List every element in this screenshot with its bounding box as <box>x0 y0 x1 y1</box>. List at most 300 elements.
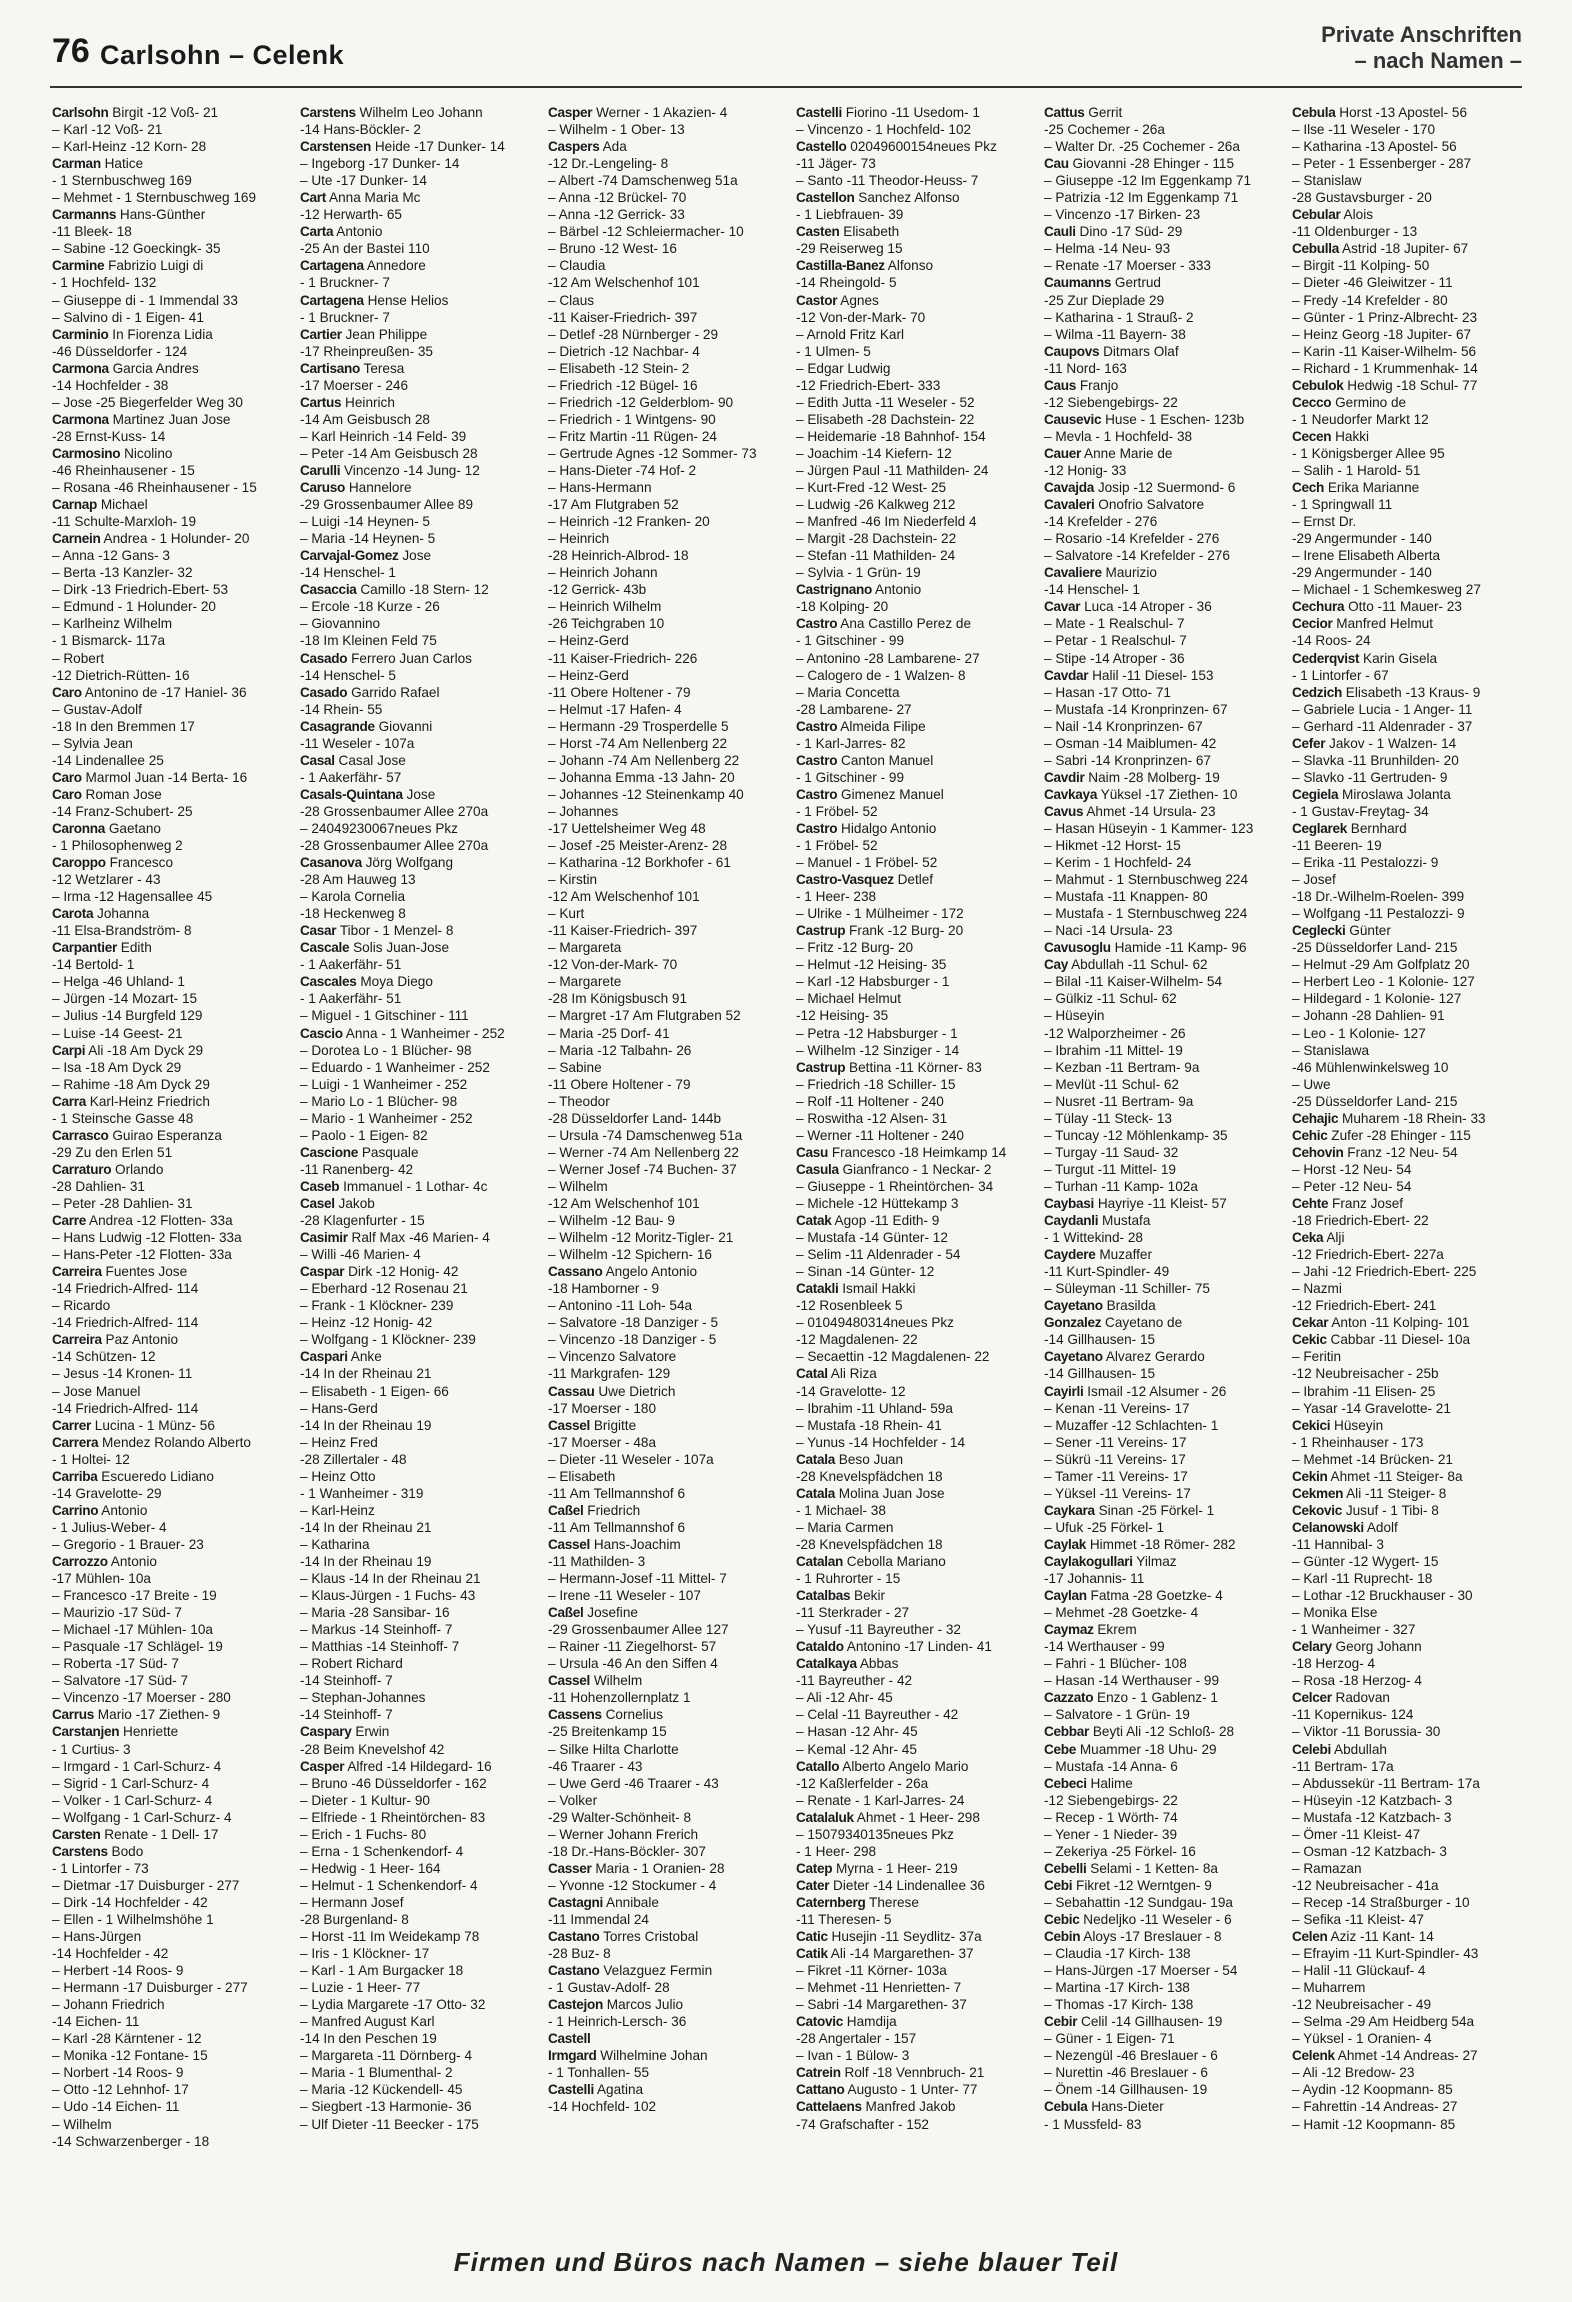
directory-entry: Carstens Wilhelm Leo Johann <box>300 105 483 120</box>
page-range: Carlsohn – Celenk <box>100 40 345 70</box>
directory-entry: – Johannes <box>548 803 619 819</box>
directory-entry: – Rolf -11 Holtener - 240 <box>796 1093 944 1109</box>
directory-entry: – Vincenzo -17 Birken- 23 <box>1044 207 1201 223</box>
directory-entry: Cataldo Antonino -17 Linden- 41 <box>796 1639 992 1655</box>
directory-entry: -14 Steinhoff- 7 <box>300 1707 393 1723</box>
directory-entry: – Ramazan <box>1292 1860 1362 1876</box>
directory-entry: -11 Beeren- 19 <box>1292 838 1382 854</box>
directory-entry: - 1 Gitschiner - 99 <box>796 769 905 785</box>
directory-entry: -12 Am Welschenhof 101 <box>548 275 700 291</box>
directory-entry: -29 Grossenbaumer Allee 127 <box>548 1622 729 1638</box>
directory-entry: – Ufuk -25 Förkel- 1 <box>1044 1519 1165 1535</box>
directory-entry: Cehovin Franz -12 Neu- 54 <box>1292 1144 1458 1160</box>
directory-entry: – Dieter -11 Weseler - 107a <box>548 1451 714 1467</box>
directory-entry: – Patrizia -12 Im Eggenkamp 71 <box>1044 190 1239 206</box>
directory-entry: – Sebahattin -12 Sundgau- 19a <box>1044 1894 1233 1910</box>
directory-entry: – Giuseppe -12 Im Eggenkamp 71 <box>1044 173 1252 189</box>
directory-entry: – Mustafa -18 Rhein- 41 <box>796 1417 942 1433</box>
directory-entry: Casser Maria - 1 Oranien- 28 <box>548 1860 725 1876</box>
directory-entry: – Wilma -11 Bayern- 38 <box>1044 326 1186 342</box>
directory-entry: Catala Beso Juan <box>796 1451 904 1467</box>
directory-entry: Carvajal-Gomez Jose <box>300 548 432 564</box>
directory-entry: – Osman -12 Katzbach- 3 <box>1292 1843 1447 1859</box>
directory-entry: Cayirli Ismail -12 Alsumer - 26 <box>1044 1383 1227 1399</box>
directory-entry: – Herbert Leo - 1 Kolonie- 127 <box>1292 974 1475 990</box>
directory-entry: - 1 Heer- 238 <box>796 889 877 905</box>
directory-entry: – Nusret -11 Bertram- 9a <box>1044 1093 1194 1109</box>
directory-entry: – Erna - 1 Schenkendorf- 4 <box>300 1843 464 1859</box>
directory-entry: - 1 Curtius- 3 <box>52 1741 131 1757</box>
directory-entry: – Rosa -18 Herzog- 4 <box>1292 1673 1422 1689</box>
directory-entry: Carrasco Guirao Esperanza <box>52 1127 222 1143</box>
directory-entry: – Fahrettin -14 Andreas- 27 <box>1292 2099 1458 2115</box>
directory-entry: – Karl -11 Ruprecht- 18 <box>1292 1571 1433 1587</box>
directory-entry: – Ursula -74 Damschenweg 51a <box>548 1127 743 1143</box>
directory-entry: – Mustafa -14 Anna- 6 <box>1044 1758 1178 1774</box>
directory-entry: – Fahri - 1 Blücher- 108 <box>1044 1656 1187 1672</box>
directory-entry: – Michele -12 Hüttekamp 3 <box>796 1196 959 1211</box>
directory-entry: – Hans-Hermann <box>548 480 652 496</box>
directory-entry: – Sylvia - 1 Grün- 19 <box>796 565 921 581</box>
directory-entry: -28 Im Königsbusch 91 <box>548 991 688 1007</box>
column-3 <box>548 104 778 2234</box>
directory-entry: -14 Bertold- 1 <box>52 957 135 973</box>
section-title-line2: – nach Namen – <box>1354 48 1522 73</box>
directory-entry: – Wilhelm -12 Bau- 9 <box>548 1213 675 1229</box>
directory-entry: Caronna Gaetano <box>52 820 161 836</box>
directory-entry: Caßel Josefine <box>548 1605 638 1621</box>
directory-entry: -11 Kaiser-Friedrich- 397 <box>548 923 698 939</box>
directory-entry: – Elisabeth -28 Dachstein- 22 <box>796 411 975 427</box>
directory-entry: – Ursula -46 An den Siffen 4 <box>548 1656 718 1672</box>
directory-entry: – Peter - 1 Essenberger - 287 <box>1292 156 1472 172</box>
directory-entry: -17 Mühlen- 10a <box>52 1571 151 1587</box>
directory-entry: – Johanna Emma -13 Jahn- 20 <box>548 769 735 785</box>
directory-entry: – Yasar -14 Gravelotte- 21 <box>1292 1400 1451 1416</box>
directory-entry: – Jahi -12 Friedrich-Ebert- 225 <box>1292 1264 1477 1280</box>
directory-entry: Casper Alfred -14 Hildegard- 16 <box>300 1758 492 1774</box>
directory-entry: – Hüseyin -12 Katzbach- 3 <box>1292 1792 1453 1808</box>
directory-entry: Cassau Uwe Dietrich <box>548 1383 676 1399</box>
directory-entry: – Robert Richard <box>300 1656 403 1672</box>
directory-entry: Celebi Abdullah <box>1292 1741 1387 1757</box>
directory-entry: Cederqvist Karin Gisela <box>1292 650 1438 666</box>
directory-entry: -14 Gillhausen- 15 <box>1044 1332 1156 1348</box>
directory-entry: -11 Jäger- 73 <box>796 156 876 172</box>
directory-entry: -18 Heckenweg 8 <box>300 906 406 922</box>
directory-entry: – Karl Heinrich -14 Feld- 39 <box>300 428 467 444</box>
directory-entry: Caylak Himmet -18 Römer- 282 <box>1044 1536 1236 1552</box>
directory-entry: – Ali -12 Ahr- 45 <box>796 1690 893 1706</box>
directory-entry: – Rahime -18 Am Dyck 29 <box>52 1076 210 1092</box>
directory-entry: -14 Franz-Schubert- 25 <box>52 803 193 819</box>
directory-entry: Caylakogullari Yilmaz <box>1044 1553 1177 1569</box>
directory-entry: – Karl -12 Voß- 21 <box>52 122 163 138</box>
directory-entry: – Dietmar -17 Duisburger - 277 <box>52 1877 240 1893</box>
directory-entry: – Muharrem <box>1292 1980 1366 1996</box>
section-title <box>1321 22 1522 74</box>
directory-entry: – Irmgard - 1 Carl-Schurz- 4 <box>52 1758 222 1774</box>
directory-entry: -14 Henschel- 1 <box>300 565 396 581</box>
directory-entry: – Giuseppe di - 1 Immendal 33 <box>52 292 238 308</box>
directory-entry: – Karl-Heinz -12 Korn- 28 <box>52 139 207 155</box>
directory-entry: Cassano Angelo Antonio <box>548 1264 698 1280</box>
directory-entry: -46 Traarer - 43 <box>548 1758 643 1774</box>
directory-entry: Cecior Manfred Helmut <box>1292 616 1433 632</box>
directory-entry: – Anna -12 Gerrick- 33 <box>548 207 685 223</box>
directory-entry: Caro Roman Jose <box>52 786 162 802</box>
directory-entry: – Kirstin <box>548 872 598 888</box>
directory-entry: -12 Heising- 35 <box>796 1008 889 1024</box>
column-4 <box>796 104 1026 2234</box>
directory-entry: – Luzie - 1 Heer- 77 <box>300 1980 421 1996</box>
directory-entry: Cavaliere Maurizio <box>1044 565 1157 581</box>
directory-entry: Carmanns Hans-Günther <box>52 207 206 223</box>
directory-entry: – Erika -11 Pestalozzi- 9 <box>1292 855 1439 871</box>
directory-entry: – Hans-Gerd <box>300 1400 378 1416</box>
directory-entry: Carsten Renate - 1 Dell- 17 <box>52 1826 219 1842</box>
directory-entry: – Werner -11 Holtener - 240 <box>796 1127 964 1143</box>
directory-entry: Cavajda Josip -12 Suermond- 6 <box>1044 480 1236 496</box>
directory-entry: – Vincenzo - 1 Hochfeld- 102 <box>796 122 972 138</box>
directory-entry: Catalaluk Ahmet - 1 Heer- 298 <box>796 1809 980 1825</box>
directory-entry: -12 Gerrick- 43b <box>548 582 647 598</box>
directory-entry: Cechura Otto -11 Mauer- 23 <box>1292 599 1462 615</box>
directory-entry: – Vincenzo -17 Moerser - 280 <box>52 1690 231 1706</box>
directory-entry: -25 An der Bastei 110 <box>300 241 430 257</box>
directory-entry: Casel Jakob <box>300 1196 375 1211</box>
directory-entry: – Hermann Josef <box>300 1894 404 1910</box>
directory-entry: Catrein Rolf -18 Vennbruch- 21 <box>796 2065 985 2081</box>
directory-entry: Casper Werner - 1 Akazien- 4 <box>548 105 728 120</box>
directory-entry: Cebula Horst -13 Apostel- 56 <box>1292 105 1468 120</box>
directory-entry: – Rosana -46 Rheinhausener - 15 <box>52 480 257 496</box>
directory-entry: -11 Hohenzollernplatz 1 <box>548 1690 691 1706</box>
directory-entry: -14 Krefelder - 276 <box>1044 514 1158 530</box>
directory-entry: Gonzalez Cayetano de <box>1044 1315 1183 1331</box>
directory-entry: – Stanislawa <box>1292 1042 1370 1058</box>
directory-entry: – Santo -11 Theodor-Heuss- 7 <box>796 173 979 189</box>
directory-entry: – Selim -11 Aldenrader - 54 <box>796 1247 961 1263</box>
directory-entry: Cegiela Miroslawa Jolanta <box>1292 786 1451 802</box>
directory-entry: – Sener -11 Vereins- 17 <box>1044 1434 1187 1450</box>
directory-entry: – Petar - 1 Realschul- 7 <box>1044 633 1187 649</box>
directory-entry: -11 Nord- 163 <box>1044 360 1127 376</box>
directory-entry: Castellon Sanchez Alfonso <box>796 190 960 206</box>
directory-entry: – Ivan - 1 Bülow- 3 <box>796 2048 910 2064</box>
directory-entry: -25 Cochemer - 26a <box>1044 122 1165 138</box>
directory-entry: -11 Kopernikus- 124 <box>1292 1707 1414 1723</box>
directory-entry: – Sabri -14 Kronprinzen- 67 <box>1044 752 1211 768</box>
directory-entry: – Thomas -17 Kirch- 138 <box>1044 1997 1194 2013</box>
directory-entry: -11 Ranenberg- 42 <box>300 1161 414 1177</box>
directory-entry: -17 Uettelsheimer Weg 48 <box>548 820 706 836</box>
directory-entry: -28 Buz- 8 <box>548 1946 611 1962</box>
directory-entry: Caro Marmol Juan -14 Berta- 16 <box>52 769 248 785</box>
directory-entry: – Ricardo <box>52 1298 111 1314</box>
directory-entry: Carriba Escueredo Lidiano <box>52 1468 214 1484</box>
directory-entry: Cartagena Hense Helios <box>300 292 449 308</box>
directory-entry: – Yüksel -11 Vereins- 17 <box>1044 1485 1191 1501</box>
directory-entry: – Johann -74 Am Nellenberg 22 <box>548 752 740 768</box>
directory-entry: -11 Markgrafen- 129 <box>548 1366 671 1382</box>
directory-entry: Catic Husejin -11 Seydlitz- 37a <box>796 1929 982 1945</box>
directory-entry: -28 Klagenfurter - 15 <box>300 1213 425 1229</box>
directory-entry: – Claudia -17 Kirch- 138 <box>1044 1946 1191 1962</box>
directory-entry: – Ali -12 Bredow- 23 <box>1292 2065 1415 2081</box>
directory-entry: Cebeci Halime <box>1044 1775 1133 1791</box>
directory-entry: – Elisabeth - 1 Eigen- 66 <box>300 1383 449 1399</box>
directory-entry: Castrup Bettina -11 Körner- 83 <box>796 1059 982 1075</box>
directory-entry: – Francesco -17 Breite - 19 <box>52 1588 217 1604</box>
directory-entry: -12 Neubreisacher - 41a <box>1292 1877 1439 1893</box>
directory-entry: Castro Ana Castillo Perez de <box>796 616 972 632</box>
directory-entry: -11 Obere Holtener - 79 <box>548 684 691 700</box>
directory-entry: -29 Zu den Erlen 51 <box>52 1144 173 1160</box>
directory-entry: – Katharina - 1 Strauß- 2 <box>1044 309 1194 325</box>
directory-entry: Casimir Ralf Max -46 Marien- 4 <box>300 1230 490 1246</box>
directory-entry: – Dorotea Lo - 1 Blücher- 98 <box>300 1042 472 1058</box>
directory-entry: – Karin -11 Kaiser-Wilhelm- 56 <box>1292 343 1477 359</box>
directory-entry: – Katharina -13 Apostel- 56 <box>1292 139 1457 155</box>
directory-entry: – Leo - 1 Kolonie- 127 <box>1292 1025 1426 1041</box>
directory-entry: – Fritz Martin -11 Rügen- 24 <box>548 428 717 444</box>
directory-entry: Cebin Aloys -17 Breslauer - 8 <box>1044 1929 1222 1945</box>
directory-entry: – Lothar -12 Bruckhauser - 30 <box>1292 1588 1473 1604</box>
directory-entry: -74 Grafschafter - 152 <box>796 2116 929 2132</box>
directory-entry: – Detlef -28 Nürnberger - 29 <box>548 326 719 342</box>
directory-entry: – Maria -25 Dorf- 41 <box>548 1025 670 1041</box>
directory-entry: Cayetano Brasilda <box>1044 1298 1156 1314</box>
page-number: 76 <box>52 32 90 70</box>
directory-entry: – Tuncay -12 Möhlenkamp- 35 <box>1044 1127 1228 1143</box>
directory-entry: – Wolfgang -11 Pestalozzi- 9 <box>1292 906 1465 922</box>
directory-entry: – Gregorio - 1 Brauer- 23 <box>52 1536 204 1552</box>
directory-entry: – Salvino di - 1 Eigen- 41 <box>52 309 204 325</box>
section-title-line1: Private Anschriften <box>1321 22 1522 47</box>
directory-entry: Carstens Bodo <box>52 1843 144 1859</box>
directory-entry: -11 Bertram- 17a <box>1292 1758 1394 1774</box>
directory-entry: – Jürgen Paul -11 Mathilden- 24 <box>796 462 989 478</box>
directory-entry: – Peter -12 Neu- 54 <box>1292 1178 1412 1194</box>
directory-entry: - 1 Heinrich-Lersch- 36 <box>548 2014 687 2030</box>
directory-entry: – Tamer -11 Vereins- 17 <box>1044 1468 1188 1484</box>
directory-entry: -18 Friedrich-Ebert- 22 <box>1292 1213 1429 1229</box>
directory-entry: – Ercole -18 Kurze - 26 <box>300 599 440 615</box>
directory-entry: -28 Dahlien- 31 <box>52 1178 145 1194</box>
directory-entry: Celanowski Adolf <box>1292 1519 1398 1535</box>
directory-entry: – Hans-Peter -12 Flotten- 33a <box>52 1247 232 1263</box>
directory-entry: -14 Gravelotte- 29 <box>52 1485 162 1501</box>
directory-entry: Catakli Ismail Hakki <box>796 1281 916 1297</box>
directory-entry: – Eberhard -12 Rosenau 21 <box>300 1281 468 1297</box>
directory-entry: – Fredy -14 Krefelder - 80 <box>1292 292 1448 308</box>
directory-entry: – Siegbert -13 Harmonie- 36 <box>300 2099 472 2115</box>
directory-entry: – Julius -14 Burgfeld 129 <box>52 1008 203 1024</box>
directory-entry: -12 Von-der-Mark- 70 <box>796 309 926 325</box>
directory-entry: Ceka Alji <box>1292 1230 1345 1246</box>
directory-entry: -28 Ernst-Kuss- 14 <box>52 428 166 444</box>
directory-entry: -14 Gravelotte- 12 <box>796 1383 906 1399</box>
directory-entry: – Hermann -29 Trosperdelle 5 <box>548 718 729 734</box>
directory-entry: - 1 Liebfrauen- 39 <box>796 207 904 223</box>
directory-entry: – Miguel - 1 Gitschiner - 111 <box>300 1008 469 1024</box>
directory-entry: Caus Franjo <box>1044 377 1119 393</box>
directory-entry: - 1 Aakerfähr- 57 <box>300 769 402 785</box>
directory-entry: – Ingeborg -17 Dunker- 14 <box>300 156 460 172</box>
directory-entry: -17 Moerser - 246 <box>300 377 409 393</box>
directory-entry: – Irene -11 Weseler - 107 <box>548 1588 701 1604</box>
directory-entry: – 01049480314neues Pkz <box>796 1315 954 1331</box>
directory-entry: Carota Johanna <box>52 906 150 922</box>
directory-entry: Carrozzo Antonio <box>52 1553 157 1569</box>
directory-entry: – Jose -25 Biegerfelder Weg 30 <box>52 394 243 410</box>
directory-entry: Cavus Ahmet -14 Ursula- 23 <box>1044 803 1216 819</box>
directory-entry: Catalkaya Abbas <box>796 1656 899 1672</box>
directory-entry: Cattano Augusto - 1 Unter- 77 <box>796 2082 978 2098</box>
directory-entry: -12 Am Welschenhof 101 <box>548 889 700 905</box>
directory-entry: – Paolo - 1 Eigen- 82 <box>300 1127 428 1143</box>
directory-entry: – Heinz Otto <box>300 1468 376 1484</box>
directory-entry: Caumanns Gertrud <box>1044 275 1161 291</box>
directory-entry: – Margret -17 Am Flutgraben 52 <box>548 1008 741 1024</box>
directory-entry: – Werner -74 Am Nellenberg 22 <box>548 1144 739 1160</box>
directory-entry: – Margarete <box>548 974 622 990</box>
directory-entry: Cavusoglu Hamide -11 Kamp- 96 <box>1044 940 1247 956</box>
directory-entry: Cech Erika Marianne <box>1292 480 1420 496</box>
directory-entry: Caylan Fatma -28 Goetzke- 4 <box>1044 1588 1223 1604</box>
directory-entry: – Ute -17 Dunker- 14 <box>300 173 427 189</box>
directory-entry: -14 In der Rheinau 21 <box>300 1366 432 1382</box>
directory-entry: – Matthias -14 Steinhoff- 7 <box>300 1639 460 1655</box>
directory-entry: – Wilhelm <box>548 1178 608 1194</box>
directory-entry: Cassens Cornelius <box>548 1707 664 1723</box>
directory-entry: Cebe Muammer -18 Uhu- 29 <box>1044 1741 1217 1757</box>
directory-entry: – Wilhelm -12 Spichern- 16 <box>548 1247 712 1263</box>
directory-entry: Caymaz Ekrem <box>1044 1622 1137 1638</box>
directory-entry: – Hasan -17 Otto- 71 <box>1044 684 1171 700</box>
directory-entry: – Peter -14 Am Geisbusch 28 <box>300 445 478 461</box>
directory-entry: Castor Agnes <box>796 292 879 308</box>
directory-entry: Carrera Mendez Rolando Alberto <box>52 1434 251 1450</box>
directory-entry: - 1 Bruckner- 7 <box>300 275 390 291</box>
directory-entry: -11 Kurt-Spindler- 49 <box>1044 1264 1170 1280</box>
column-5 <box>1044 104 1274 2234</box>
directory-entry: Cekic Cabbar -11 Diesel- 10a <box>1292 1332 1471 1348</box>
directory-entry: – Salvatore - 1 Grün- 19 <box>1044 1707 1190 1723</box>
directory-entry: Casula Gianfranco - 1 Neckar- 2 <box>796 1161 992 1177</box>
directory-entry: Carminio In Fiorenza Lidia <box>52 326 213 342</box>
directory-entry: – Ludwig -26 Kalkweg 212 <box>796 497 956 513</box>
directory-entry: -11 Schulte-Marxloh- 19 <box>52 514 197 530</box>
directory-entry: – Maria -12 Kückendell- 45 <box>300 2082 463 2098</box>
directory-entry: -14 Schützen- 12 <box>52 1349 156 1365</box>
directory-entry: – Helma -14 Neu- 93 <box>1044 241 1171 257</box>
directory-entry: – Heinrich -12 Franken- 20 <box>548 514 710 530</box>
directory-entry: - 1 Julius-Weber- 4 <box>52 1519 167 1535</box>
directory-entry: -28 Knevelspfädchen 18 <box>796 1468 943 1484</box>
directory-entry: -11 Kaiser-Friedrich- 226 <box>548 650 698 666</box>
directory-entry: – Kezban -11 Bertram- 9a <box>1044 1059 1200 1075</box>
directory-entry: – Hasan -12 Ahr- 45 <box>796 1724 918 1740</box>
directory-entry: – Jesus -14 Kronen- 11 <box>52 1366 193 1382</box>
directory-entry: – Tülay -11 Steck- 13 <box>1044 1110 1172 1126</box>
directory-entry: -25 Zur Dieplade 29 <box>1044 292 1165 308</box>
directory-entry: Casals-Quintana Jose <box>300 786 436 802</box>
directory-entry: - 1 Fröbel- 52 <box>796 803 878 819</box>
directory-entry: -28 Grossenbaumer Allee 270a <box>300 803 489 819</box>
directory-entry: -12 Siebengebirgs- 22 <box>1044 394 1178 410</box>
directory-entry: -11 Am Tellmannshof 6 <box>548 1519 686 1535</box>
directory-entry: – Hasan Hüseyin - 1 Kammer- 123 <box>1044 820 1254 836</box>
directory-entry: Castro Canton Manuel <box>796 752 934 768</box>
directory-entry: – Dirk -13 Friedrich-Ebert- 53 <box>52 582 229 598</box>
directory-entry: -12 Von-der-Mark- 70 <box>548 957 678 973</box>
directory-entry: Castello 02049600154neues Pkz <box>796 139 997 155</box>
directory-entry: -14 Hochfeld- 102 <box>548 2099 657 2115</box>
directory-entry: – Yvonne -12 Stockumer - 4 <box>548 1877 717 1893</box>
directory-entry: -14 Henschel- 5 <box>300 667 396 683</box>
directory-entry: – Wilhelm -12 Moritz-Tigler- 21 <box>548 1230 734 1246</box>
directory-entry: Carnein Andrea - 1 Holunder- 20 <box>52 531 250 547</box>
directory-entry: -18 Dr.-Wilhelm-Roelen- 399 <box>1292 889 1465 905</box>
directory-entry: – Maria -14 Heynen- 5 <box>300 531 436 547</box>
directory-entry: -11 Elsa-Brandström- 8 <box>52 923 192 939</box>
column-6 <box>1292 104 1522 2234</box>
directory-entry: -14 Henschel- 1 <box>1044 582 1140 598</box>
directory-entry: Caybasi Hayriye -11 Kleist- 57 <box>1044 1196 1227 1211</box>
directory-entry: -11 Mathilden- 3 <box>548 1553 646 1569</box>
directory-entry: – Gustav-Adolf <box>52 701 142 717</box>
directory-entry: – Gerhard -11 Aldenrader - 37 <box>1292 718 1473 734</box>
directory-entry: – Hermann -17 Duisburger - 277 <box>52 1980 248 1996</box>
directory-entry: – Ibrahim -11 Elisen- 25 <box>1292 1383 1436 1399</box>
directory-entry: – Heidemarie -18 Bahnhof- 154 <box>796 428 986 444</box>
directory-entry: – Wolfgang - 1 Carl-Schurz- 4 <box>52 1809 232 1825</box>
directory-entry: – Stipe -14 Atroper - 36 <box>1044 650 1185 666</box>
directory-entry: -14 Hochfelder - 38 <box>52 377 169 393</box>
directory-entry: -14 In der Rheinau 19 <box>300 1553 432 1569</box>
directory-entry: – Yener - 1 Nieder- 39 <box>1044 1826 1178 1842</box>
directory-entry: Castilla-Banez Alfonso <box>796 258 934 274</box>
directory-entry: -11 Weseler - 107a <box>300 735 415 751</box>
directory-entry: Casal Casal Jose <box>300 752 406 768</box>
directory-entry: – Erich - 1 Fuchs- 80 <box>300 1826 427 1842</box>
directory-entry: -14 Gillhausen- 15 <box>1044 1366 1156 1382</box>
directory-entry: – Renate -17 Moerser - 333 <box>1044 258 1211 274</box>
directory-entry: – Nazmi <box>1292 1281 1342 1297</box>
directory-entry: - 1 Königsberger Allee 95 <box>1292 445 1445 461</box>
directory-entry: Caruso Hannelore <box>300 480 412 496</box>
directory-entry: – Werner Johann Frerich <box>548 1826 699 1842</box>
directory-entry: – Theodor <box>548 1093 610 1109</box>
directory-entry: - 1 Bismarck- 117a <box>52 633 166 649</box>
directory-entry: Catep Myrna - 1 Heer- 219 <box>796 1860 958 1876</box>
directory-entry: – Helga -46 Uhland- 1 <box>52 974 185 990</box>
directory-entry: Cavkaya Yüksel -17 Ziethen- 10 <box>1044 786 1238 802</box>
directory-entry: – Antonino -28 Lambarene- 27 <box>796 650 980 666</box>
directory-entry: Celcer Radovan <box>1292 1690 1390 1706</box>
directory-entry: Cekar Anton -11 Kolping- 101 <box>1292 1315 1470 1331</box>
directory-entry: – Ulrike - 1 Mülheimer - 172 <box>796 906 964 922</box>
directory-entry: - 1 Holtei- 12 <box>52 1451 130 1467</box>
directory-entry: -14 In der Rheinau 19 <box>300 1417 432 1433</box>
directory-entry: – Michael -17 Mühlen- 10a <box>52 1622 213 1638</box>
directory-entry: – Fritz -12 Burg- 20 <box>796 940 914 956</box>
directory-entry: Cecco Germino de <box>1292 394 1407 410</box>
directory-entry: Cassel Wilhelm <box>548 1673 643 1689</box>
directory-entry: – Turhan -11 Kamp- 102a <box>1044 1178 1198 1194</box>
